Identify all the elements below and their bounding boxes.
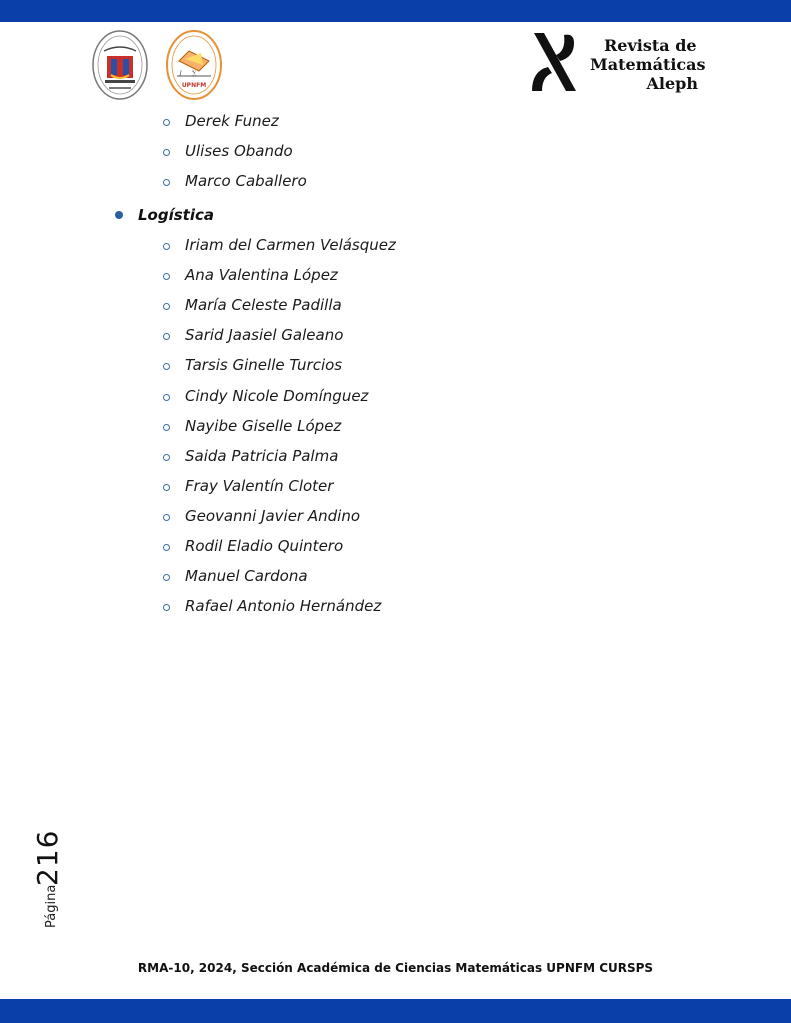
list-item: María Celeste Padilla [185, 296, 342, 315]
svg-text:∑: ∑ [192, 70, 197, 77]
sub-bullet [163, 303, 170, 310]
brand-line-3: Aleph [646, 74, 698, 93]
aleph-icon [528, 27, 582, 99]
list-item: Ana Valentina López [185, 266, 338, 285]
list-item: Nayibe Giselle López [185, 416, 342, 435]
list-item: Sarid Jaasiel Galeano [185, 326, 344, 345]
sub-bullet [163, 119, 170, 126]
sub-bullet [163, 363, 170, 370]
sub-bullet [163, 424, 170, 431]
list-item: Rodil Eladio Quintero [185, 537, 344, 555]
list-item: Tarsis Ginelle Turcios [185, 356, 343, 375]
sub-bullet [163, 273, 170, 280]
sub-bullet [163, 394, 170, 401]
section-title: Logística [138, 206, 214, 224]
page-number: 216 [31, 829, 64, 886]
page-word: Página [44, 884, 59, 928]
list-item: Ulises Obando [185, 142, 293, 161]
sub-bullet [163, 179, 170, 186]
list-item: Geovanni Javier Andino [185, 506, 361, 525]
list-item: Rafael Antonio Hernández [185, 597, 382, 616]
sub-bullet [163, 149, 170, 156]
footer-citation: RMA-10, 2024, Sección Académica de Ciencias Matemáticas UPNFM CURSPS [137, 961, 654, 975]
sub-bullet [163, 574, 170, 581]
university-seal-logo [91, 29, 149, 101]
sub-bullet [163, 484, 170, 491]
list-item: Iriam del Carmen Velásquez [185, 236, 396, 254]
list-item: Cindy Nicole Domínguez [185, 386, 369, 405]
journal-brand [590, 36, 706, 93]
sub-bullet [163, 514, 170, 521]
list-item: Saida Patricia Palma [185, 446, 339, 465]
top-band [0, 0, 791, 22]
list-item: Derek Funez [185, 112, 279, 130]
logo2-text: UPNFM [181, 82, 207, 89]
brand-line-2: Matemáticas [590, 55, 706, 74]
list-item: Fray Valentín Cloter [185, 476, 334, 495]
sub-bullet [163, 604, 170, 611]
brand-line-1: Revista de [604, 36, 697, 55]
bottom-band [0, 999, 791, 1023]
list-item: Manuel Cardona [185, 567, 308, 586]
sub-bullet [163, 243, 170, 250]
sub-bullet [163, 454, 170, 461]
section-bullet [115, 211, 123, 219]
sub-bullet [163, 544, 170, 551]
math-section-seal-logo [165, 29, 223, 101]
sub-bullet [163, 333, 170, 340]
svg-text:∫: ∫ [179, 70, 183, 77]
list-item: Marco Caballero [185, 172, 307, 191]
